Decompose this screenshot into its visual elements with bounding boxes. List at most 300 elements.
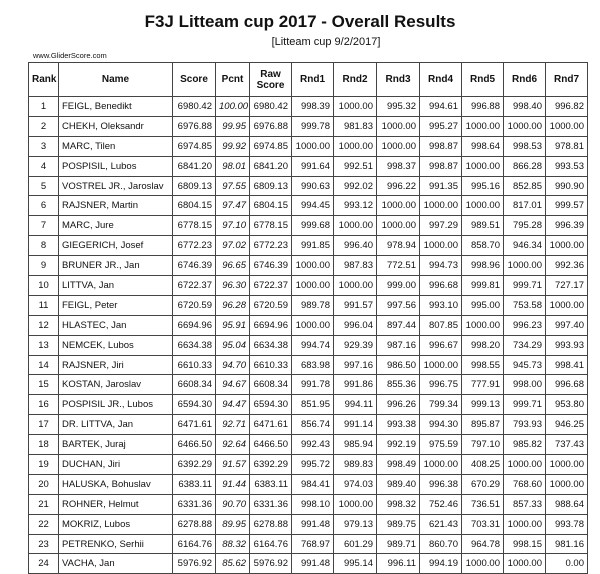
rnd5-cell: 1000.00 bbox=[462, 554, 504, 574]
rank-cell: 16 bbox=[29, 395, 59, 415]
rnd1-cell: 999.68 bbox=[292, 216, 334, 236]
score-cell: 6746.39 bbox=[173, 256, 216, 276]
name-cell: PETRENKO, Serhii bbox=[59, 534, 173, 554]
pcnt-cell: 100.00 bbox=[216, 97, 250, 117]
rnd3-cell: 995.32 bbox=[377, 97, 420, 117]
score-cell: 5976.92 bbox=[173, 554, 216, 574]
column-header: Rnd5 bbox=[462, 63, 504, 97]
raw-score-cell: 6634.38 bbox=[250, 335, 292, 355]
table-row bbox=[29, 435, 588, 455]
rnd1-cell: 991.48 bbox=[292, 514, 334, 534]
name-cell: HLASTEC, Jan bbox=[59, 315, 173, 335]
rnd5-cell: 1000.00 bbox=[462, 116, 504, 136]
rnd4-cell: 996.68 bbox=[420, 276, 462, 296]
score-cell: 6610.33 bbox=[173, 355, 216, 375]
rnd3-cell: 998.49 bbox=[377, 455, 420, 475]
pcnt-cell: 94.47 bbox=[216, 395, 250, 415]
rnd6-cell: 1000.00 bbox=[504, 554, 546, 574]
raw-score-cell: 6980.42 bbox=[250, 97, 292, 117]
results-table bbox=[28, 62, 588, 574]
rnd3-cell: 1000.00 bbox=[377, 196, 420, 216]
rnd6-cell: 946.34 bbox=[504, 236, 546, 256]
rnd4-cell: 994.61 bbox=[420, 97, 462, 117]
rnd2-cell: 1000.00 bbox=[334, 494, 377, 514]
rnd3-cell: 997.56 bbox=[377, 295, 420, 315]
rank-cell: 9 bbox=[29, 256, 59, 276]
score-cell: 6720.59 bbox=[173, 295, 216, 315]
rank-cell: 6 bbox=[29, 196, 59, 216]
rnd1-cell: 851.95 bbox=[292, 395, 334, 415]
rnd2-cell: 1000.00 bbox=[334, 276, 377, 296]
score-cell: 6278.88 bbox=[173, 514, 216, 534]
rnd6-cell: 996.23 bbox=[504, 315, 546, 335]
score-cell: 6804.15 bbox=[173, 196, 216, 216]
rnd1-cell: 999.78 bbox=[292, 116, 334, 136]
rank-cell: 1 bbox=[29, 97, 59, 117]
raw-score-cell: 6610.33 bbox=[250, 355, 292, 375]
rnd4-cell: 994.19 bbox=[420, 554, 462, 574]
name-cell: VOSTREL JR., Jaroslav bbox=[59, 176, 173, 196]
rnd7-cell: 993.78 bbox=[546, 514, 588, 534]
pcnt-cell: 95.91 bbox=[216, 315, 250, 335]
rank-cell: 4 bbox=[29, 156, 59, 176]
rnd1-cell: 989.78 bbox=[292, 295, 334, 315]
rnd5-cell: 703.31 bbox=[462, 514, 504, 534]
score-cell: 6594.30 bbox=[173, 395, 216, 415]
name-cell: KOSTAN, Jaroslav bbox=[59, 375, 173, 395]
rnd4-cell: 994.30 bbox=[420, 415, 462, 435]
column-header: Rank bbox=[29, 63, 59, 97]
rnd4-cell: 621.43 bbox=[420, 514, 462, 534]
rnd6-cell: 852.85 bbox=[504, 176, 546, 196]
rnd7-cell: 997.40 bbox=[546, 315, 588, 335]
rank-cell: 12 bbox=[29, 315, 59, 335]
rnd5-cell: 1000.00 bbox=[462, 196, 504, 216]
rnd2-cell: 1000.00 bbox=[334, 97, 377, 117]
name-cell: CHEKH, Oleksandr bbox=[59, 116, 173, 136]
column-header: Rnd3 bbox=[377, 63, 420, 97]
name-cell: FEIGL, Peter bbox=[59, 295, 173, 315]
table-row bbox=[29, 355, 588, 375]
table-row bbox=[29, 196, 588, 216]
table-row bbox=[29, 236, 588, 256]
rnd3-cell: 1000.00 bbox=[377, 216, 420, 236]
raw-score-cell: 6694.96 bbox=[250, 315, 292, 335]
name-cell: RAJSNER, Martin bbox=[59, 196, 173, 216]
rnd6-cell: 985.82 bbox=[504, 435, 546, 455]
rnd1-cell: 1000.00 bbox=[292, 136, 334, 156]
rank-cell: 22 bbox=[29, 514, 59, 534]
rnd4-cell: 860.70 bbox=[420, 534, 462, 554]
pcnt-cell: 99.95 bbox=[216, 116, 250, 136]
pcnt-cell: 99.92 bbox=[216, 136, 250, 156]
table-row bbox=[29, 97, 588, 117]
table-row bbox=[29, 534, 588, 554]
raw-score-cell: 5976.92 bbox=[250, 554, 292, 574]
rnd2-cell: 994.11 bbox=[334, 395, 377, 415]
rnd2-cell: 987.83 bbox=[334, 256, 377, 276]
table-row bbox=[29, 256, 588, 276]
rnd5-cell: 736.51 bbox=[462, 494, 504, 514]
rnd7-cell: 1000.00 bbox=[546, 236, 588, 256]
rnd6-cell: 817.01 bbox=[504, 196, 546, 216]
rnd5-cell: 670.29 bbox=[462, 474, 504, 494]
column-header: Rnd4 bbox=[420, 63, 462, 97]
rnd6-cell: 753.58 bbox=[504, 295, 546, 315]
score-cell: 6164.76 bbox=[173, 534, 216, 554]
table-row bbox=[29, 395, 588, 415]
rnd1-cell: 856.74 bbox=[292, 415, 334, 435]
rnd4-cell: 993.10 bbox=[420, 295, 462, 315]
column-header: Raw Score bbox=[250, 63, 292, 97]
rnd6-cell: 998.15 bbox=[504, 534, 546, 554]
rnd5-cell: 999.81 bbox=[462, 276, 504, 296]
rnd3-cell: 992.19 bbox=[377, 435, 420, 455]
pcnt-cell: 91.44 bbox=[216, 474, 250, 494]
rnd7-cell: 1000.00 bbox=[546, 295, 588, 315]
rnd2-cell: 974.03 bbox=[334, 474, 377, 494]
table-row bbox=[29, 494, 588, 514]
score-cell: 6841.20 bbox=[173, 156, 216, 176]
raw-score-cell: 6722.37 bbox=[250, 276, 292, 296]
rnd7-cell: 946.25 bbox=[546, 415, 588, 435]
rnd5-cell: 996.88 bbox=[462, 97, 504, 117]
table-row bbox=[29, 276, 588, 296]
rnd4-cell: 996.75 bbox=[420, 375, 462, 395]
rnd2-cell: 991.57 bbox=[334, 295, 377, 315]
column-header: Rnd7 bbox=[546, 63, 588, 97]
rnd4-cell: 1000.00 bbox=[420, 236, 462, 256]
rnd5-cell: 1000.00 bbox=[462, 315, 504, 335]
name-cell: NEMCEK, Lubos bbox=[59, 335, 173, 355]
rnd3-cell: 999.00 bbox=[377, 276, 420, 296]
rnd6-cell: 857.33 bbox=[504, 494, 546, 514]
table-row bbox=[29, 295, 588, 315]
rnd7-cell: 737.43 bbox=[546, 435, 588, 455]
pcnt-cell: 94.67 bbox=[216, 375, 250, 395]
pcnt-cell: 91.57 bbox=[216, 455, 250, 475]
pcnt-cell: 97.47 bbox=[216, 196, 250, 216]
rnd2-cell: 1000.00 bbox=[334, 136, 377, 156]
pcnt-cell: 88.32 bbox=[216, 534, 250, 554]
rnd1-cell: 994.45 bbox=[292, 196, 334, 216]
score-cell: 6634.38 bbox=[173, 335, 216, 355]
table-row bbox=[29, 415, 588, 435]
rnd4-cell: 1000.00 bbox=[420, 455, 462, 475]
rnd2-cell: 929.39 bbox=[334, 335, 377, 355]
table-row bbox=[29, 455, 588, 475]
rnd5-cell: 1000.00 bbox=[462, 156, 504, 176]
rank-cell: 13 bbox=[29, 335, 59, 355]
rnd4-cell: 752.46 bbox=[420, 494, 462, 514]
rnd7-cell: 1000.00 bbox=[546, 116, 588, 136]
score-cell: 6722.37 bbox=[173, 276, 216, 296]
raw-score-cell: 6608.34 bbox=[250, 375, 292, 395]
results-body bbox=[29, 97, 588, 574]
rnd6-cell: 999.71 bbox=[504, 395, 546, 415]
rnd1-cell: 998.39 bbox=[292, 97, 334, 117]
rnd6-cell: 999.71 bbox=[504, 276, 546, 296]
raw-score-cell: 6976.88 bbox=[250, 116, 292, 136]
rnd3-cell: 996.26 bbox=[377, 395, 420, 415]
rank-cell: 14 bbox=[29, 355, 59, 375]
rnd7-cell: 1000.00 bbox=[546, 474, 588, 494]
rank-cell: 5 bbox=[29, 176, 59, 196]
rnd2-cell: 996.04 bbox=[334, 315, 377, 335]
rank-cell: 18 bbox=[29, 435, 59, 455]
rnd6-cell: 945.73 bbox=[504, 355, 546, 375]
rnd7-cell: 992.36 bbox=[546, 256, 588, 276]
table-row bbox=[29, 554, 588, 574]
rnd1-cell: 991.85 bbox=[292, 236, 334, 256]
rnd6-cell: 768.60 bbox=[504, 474, 546, 494]
rnd7-cell: 978.81 bbox=[546, 136, 588, 156]
rnd5-cell: 895.87 bbox=[462, 415, 504, 435]
rnd3-cell: 993.38 bbox=[377, 415, 420, 435]
raw-score-cell: 6746.39 bbox=[250, 256, 292, 276]
name-cell: HALUSKA, Bohuslav bbox=[59, 474, 173, 494]
rnd7-cell: 953.80 bbox=[546, 395, 588, 415]
rnd7-cell: 988.64 bbox=[546, 494, 588, 514]
rnd6-cell: 793.93 bbox=[504, 415, 546, 435]
pcnt-cell: 97.10 bbox=[216, 216, 250, 236]
score-cell: 6471.61 bbox=[173, 415, 216, 435]
rnd1-cell: 991.64 bbox=[292, 156, 334, 176]
rnd6-cell: 866.28 bbox=[504, 156, 546, 176]
name-cell: POSPISIL, Lubos bbox=[59, 156, 173, 176]
rnd5-cell: 964.78 bbox=[462, 534, 504, 554]
rnd1-cell: 1000.00 bbox=[292, 315, 334, 335]
table-row bbox=[29, 375, 588, 395]
rnd2-cell: 992.51 bbox=[334, 156, 377, 176]
rank-cell: 21 bbox=[29, 494, 59, 514]
rnd4-cell: 998.87 bbox=[420, 136, 462, 156]
table-row bbox=[29, 514, 588, 534]
column-header: Score bbox=[173, 63, 216, 97]
rnd4-cell: 807.85 bbox=[420, 315, 462, 335]
rnd4-cell: 997.29 bbox=[420, 216, 462, 236]
rnd1-cell: 991.78 bbox=[292, 375, 334, 395]
name-cell: POSPISIL JR., Lubos bbox=[59, 395, 173, 415]
pcnt-cell: 94.70 bbox=[216, 355, 250, 375]
rnd2-cell: 989.83 bbox=[334, 455, 377, 475]
rnd6-cell: 1000.00 bbox=[504, 455, 546, 475]
raw-score-cell: 6278.88 bbox=[250, 514, 292, 534]
name-cell: DR. LITTVA, Jan bbox=[59, 415, 173, 435]
pcnt-cell: 85.62 bbox=[216, 554, 250, 574]
rnd3-cell: 989.75 bbox=[377, 514, 420, 534]
raw-score-cell: 6778.15 bbox=[250, 216, 292, 236]
rnd1-cell: 998.10 bbox=[292, 494, 334, 514]
raw-score-cell: 6772.23 bbox=[250, 236, 292, 256]
score-cell: 6383.11 bbox=[173, 474, 216, 494]
rnd4-cell: 998.87 bbox=[420, 156, 462, 176]
rank-cell: 20 bbox=[29, 474, 59, 494]
rnd3-cell: 998.32 bbox=[377, 494, 420, 514]
name-cell: GIEGERICH, Josef bbox=[59, 236, 173, 256]
rnd5-cell: 998.96 bbox=[462, 256, 504, 276]
rnd3-cell: 989.71 bbox=[377, 534, 420, 554]
page-title: F3J Litteam cup 2017 - Overall Results bbox=[144, 12, 456, 31]
rnd4-cell: 975.59 bbox=[420, 435, 462, 455]
name-cell: LITTVA, Jan bbox=[59, 276, 173, 296]
rnd7-cell: 996.39 bbox=[546, 216, 588, 236]
score-cell: 6980.42 bbox=[173, 97, 216, 117]
rnd6-cell: 998.53 bbox=[504, 136, 546, 156]
rnd4-cell: 996.38 bbox=[420, 474, 462, 494]
raw-score-cell: 6164.76 bbox=[250, 534, 292, 554]
name-cell: MOKRIZ, Lubos bbox=[59, 514, 173, 534]
name-cell: ROHNER, Helmut bbox=[59, 494, 173, 514]
pcnt-cell: 96.28 bbox=[216, 295, 250, 315]
rnd3-cell: 987.16 bbox=[377, 335, 420, 355]
rnd3-cell: 996.22 bbox=[377, 176, 420, 196]
rnd5-cell: 998.64 bbox=[462, 136, 504, 156]
rnd2-cell: 981.83 bbox=[334, 116, 377, 136]
name-cell: BARTEK, Juraj bbox=[59, 435, 173, 455]
rnd3-cell: 978.94 bbox=[377, 236, 420, 256]
raw-score-cell: 6974.85 bbox=[250, 136, 292, 156]
rnd2-cell: 1000.00 bbox=[334, 216, 377, 236]
rnd7-cell: 996.68 bbox=[546, 375, 588, 395]
name-cell: DUCHAN, Jiri bbox=[59, 455, 173, 475]
pcnt-cell: 95.04 bbox=[216, 335, 250, 355]
rnd6-cell: 734.29 bbox=[504, 335, 546, 355]
rnd6-cell: 1000.00 bbox=[504, 256, 546, 276]
rnd1-cell: 768.97 bbox=[292, 534, 334, 554]
rnd4-cell: 1000.00 bbox=[420, 355, 462, 375]
rnd3-cell: 855.36 bbox=[377, 375, 420, 395]
pcnt-cell: 92.71 bbox=[216, 415, 250, 435]
rnd1-cell: 1000.00 bbox=[292, 256, 334, 276]
pcnt-cell: 89.95 bbox=[216, 514, 250, 534]
rnd5-cell: 995.16 bbox=[462, 176, 504, 196]
table-row bbox=[29, 156, 588, 176]
column-header: Rnd2 bbox=[334, 63, 377, 97]
rnd3-cell: 1000.00 bbox=[377, 136, 420, 156]
pcnt-cell: 96.30 bbox=[216, 276, 250, 296]
rank-cell: 24 bbox=[29, 554, 59, 574]
rank-cell: 8 bbox=[29, 236, 59, 256]
rnd4-cell: 991.35 bbox=[420, 176, 462, 196]
rnd6-cell: 1000.00 bbox=[504, 514, 546, 534]
rnd6-cell: 795.28 bbox=[504, 216, 546, 236]
table-row bbox=[29, 474, 588, 494]
rnd3-cell: 996.11 bbox=[377, 554, 420, 574]
raw-score-cell: 6594.30 bbox=[250, 395, 292, 415]
rnd2-cell: 979.13 bbox=[334, 514, 377, 534]
rnd7-cell: 993.93 bbox=[546, 335, 588, 355]
name-cell: VACHA, Jan bbox=[59, 554, 173, 574]
rnd7-cell: 999.57 bbox=[546, 196, 588, 216]
rank-cell: 11 bbox=[29, 295, 59, 315]
name-cell: MARC, Jure bbox=[59, 216, 173, 236]
rnd3-cell: 772.51 bbox=[377, 256, 420, 276]
score-cell: 6772.23 bbox=[173, 236, 216, 256]
rnd2-cell: 991.14 bbox=[334, 415, 377, 435]
raw-score-cell: 6809.13 bbox=[250, 176, 292, 196]
score-cell: 6466.50 bbox=[173, 435, 216, 455]
table-row bbox=[29, 176, 588, 196]
raw-score-cell: 6392.29 bbox=[250, 455, 292, 475]
event-subtitle: [Litteam cup 9/2/2017] bbox=[271, 36, 381, 48]
rank-cell: 7 bbox=[29, 216, 59, 236]
rnd3-cell: 986.50 bbox=[377, 355, 420, 375]
rank-cell: 23 bbox=[29, 534, 59, 554]
score-cell: 6809.13 bbox=[173, 176, 216, 196]
rnd5-cell: 797.10 bbox=[462, 435, 504, 455]
table-row bbox=[29, 116, 588, 136]
name-cell: BRUNER JR., Jan bbox=[59, 256, 173, 276]
rnd4-cell: 1000.00 bbox=[420, 196, 462, 216]
rnd5-cell: 998.55 bbox=[462, 355, 504, 375]
rnd2-cell: 996.40 bbox=[334, 236, 377, 256]
rnd2-cell: 991.86 bbox=[334, 375, 377, 395]
rnd5-cell: 858.70 bbox=[462, 236, 504, 256]
rnd1-cell: 992.43 bbox=[292, 435, 334, 455]
rnd7-cell: 0.00 bbox=[546, 554, 588, 574]
rnd2-cell: 993.12 bbox=[334, 196, 377, 216]
rnd2-cell: 601.29 bbox=[334, 534, 377, 554]
rnd2-cell: 992.02 bbox=[334, 176, 377, 196]
column-header: Name bbox=[59, 63, 173, 97]
rnd6-cell: 998.40 bbox=[504, 97, 546, 117]
rnd7-cell: 996.82 bbox=[546, 97, 588, 117]
rnd6-cell: 1000.00 bbox=[504, 116, 546, 136]
rnd1-cell: 995.72 bbox=[292, 455, 334, 475]
column-header: Rnd6 bbox=[504, 63, 546, 97]
rnd7-cell: 993.53 bbox=[546, 156, 588, 176]
rnd3-cell: 989.40 bbox=[377, 474, 420, 494]
rnd7-cell: 981.16 bbox=[546, 534, 588, 554]
rnd7-cell: 998.41 bbox=[546, 355, 588, 375]
name-cell: RAJSNER, Jiri bbox=[59, 355, 173, 375]
rnd3-cell: 1000.00 bbox=[377, 116, 420, 136]
column-header: Rnd1 bbox=[292, 63, 334, 97]
score-cell: 6608.34 bbox=[173, 375, 216, 395]
rank-cell: 17 bbox=[29, 415, 59, 435]
table-row bbox=[29, 315, 588, 335]
rank-cell: 19 bbox=[29, 455, 59, 475]
rnd1-cell: 991.48 bbox=[292, 554, 334, 574]
rnd2-cell: 985.94 bbox=[334, 435, 377, 455]
pcnt-cell: 97.55 bbox=[216, 176, 250, 196]
raw-score-cell: 6804.15 bbox=[250, 196, 292, 216]
rnd1-cell: 994.74 bbox=[292, 335, 334, 355]
raw-score-cell: 6466.50 bbox=[250, 435, 292, 455]
rnd4-cell: 799.34 bbox=[420, 395, 462, 415]
table-row bbox=[29, 136, 588, 156]
rnd1-cell: 984.41 bbox=[292, 474, 334, 494]
table-row bbox=[29, 216, 588, 236]
rnd5-cell: 999.13 bbox=[462, 395, 504, 415]
rnd1-cell: 990.63 bbox=[292, 176, 334, 196]
rank-cell: 10 bbox=[29, 276, 59, 296]
rnd5-cell: 408.25 bbox=[462, 455, 504, 475]
name-cell: MARC, Tilen bbox=[59, 136, 173, 156]
score-cell: 6331.36 bbox=[173, 494, 216, 514]
rnd4-cell: 994.73 bbox=[420, 256, 462, 276]
raw-score-cell: 6720.59 bbox=[250, 295, 292, 315]
site-url: www.GliderScore.com bbox=[33, 51, 107, 60]
table-row bbox=[29, 335, 588, 355]
rnd5-cell: 989.51 bbox=[462, 216, 504, 236]
raw-score-cell: 6471.61 bbox=[250, 415, 292, 435]
pcnt-cell: 90.70 bbox=[216, 494, 250, 514]
rank-cell: 2 bbox=[29, 116, 59, 136]
rnd6-cell: 998.00 bbox=[504, 375, 546, 395]
raw-score-cell: 6331.36 bbox=[250, 494, 292, 514]
